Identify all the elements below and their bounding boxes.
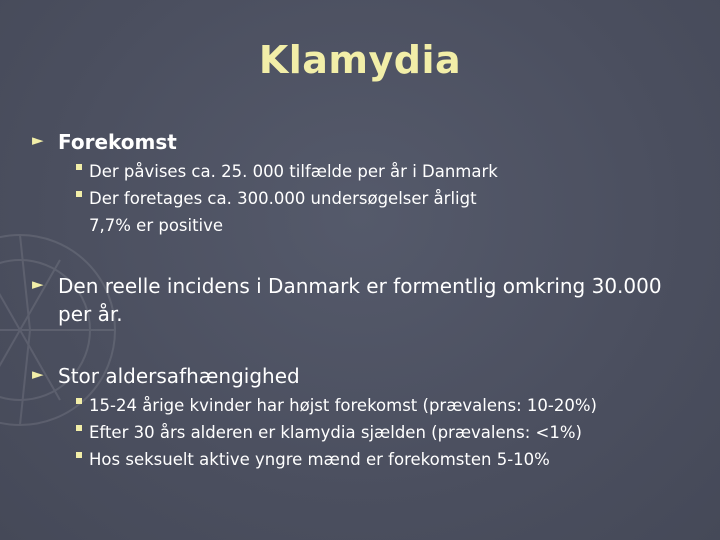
arrow-right-icon: ► xyxy=(32,365,44,383)
bullet-item xyxy=(32,362,702,390)
sub-bullet-text: Efter 30 års alderen er klamydia sjælden (prævalens: <1%) xyxy=(89,423,582,442)
sub-bullet-text: Der påvises ca. 25. 000 tilfælde per år i Danmark xyxy=(89,162,498,181)
slide-title: Klamydia xyxy=(258,38,462,82)
bullet-item xyxy=(32,128,702,156)
sub-bullet-text: 15-24 årige kvinder har højst forekomst (prævalens: 10-20%) xyxy=(89,396,597,415)
sub-bullet-item xyxy=(76,185,676,239)
sub-bullet-text: Der foretages ca. 300.000 undersøgelser årligt 7,7% er positive xyxy=(89,189,477,235)
arrow-right-icon: ► xyxy=(32,131,44,149)
square-bullet-icon xyxy=(76,425,82,431)
sub-bullet-item xyxy=(76,158,676,185)
square-bullet-icon xyxy=(76,452,82,458)
sub-bullet-text: Hos seksuelt aktive yngre mænd er forekomsten 5-10% xyxy=(89,450,550,469)
square-bullet-icon xyxy=(76,191,82,197)
sub-bullet-item xyxy=(76,446,676,473)
square-bullet-icon xyxy=(76,164,82,170)
sub-bullet-item xyxy=(76,392,676,419)
bullet-item xyxy=(32,272,702,328)
bullet-text: Den reelle incidens i Danmark er formentlig omkring 30.000 per år. xyxy=(58,274,662,326)
arrow-right-icon: ► xyxy=(32,275,44,293)
bullet-text: Stor aldersafhængighed xyxy=(58,364,300,388)
sub-bullet-item xyxy=(76,419,676,446)
bullet-text: Forekomst xyxy=(58,130,177,154)
square-bullet-icon xyxy=(76,398,82,404)
